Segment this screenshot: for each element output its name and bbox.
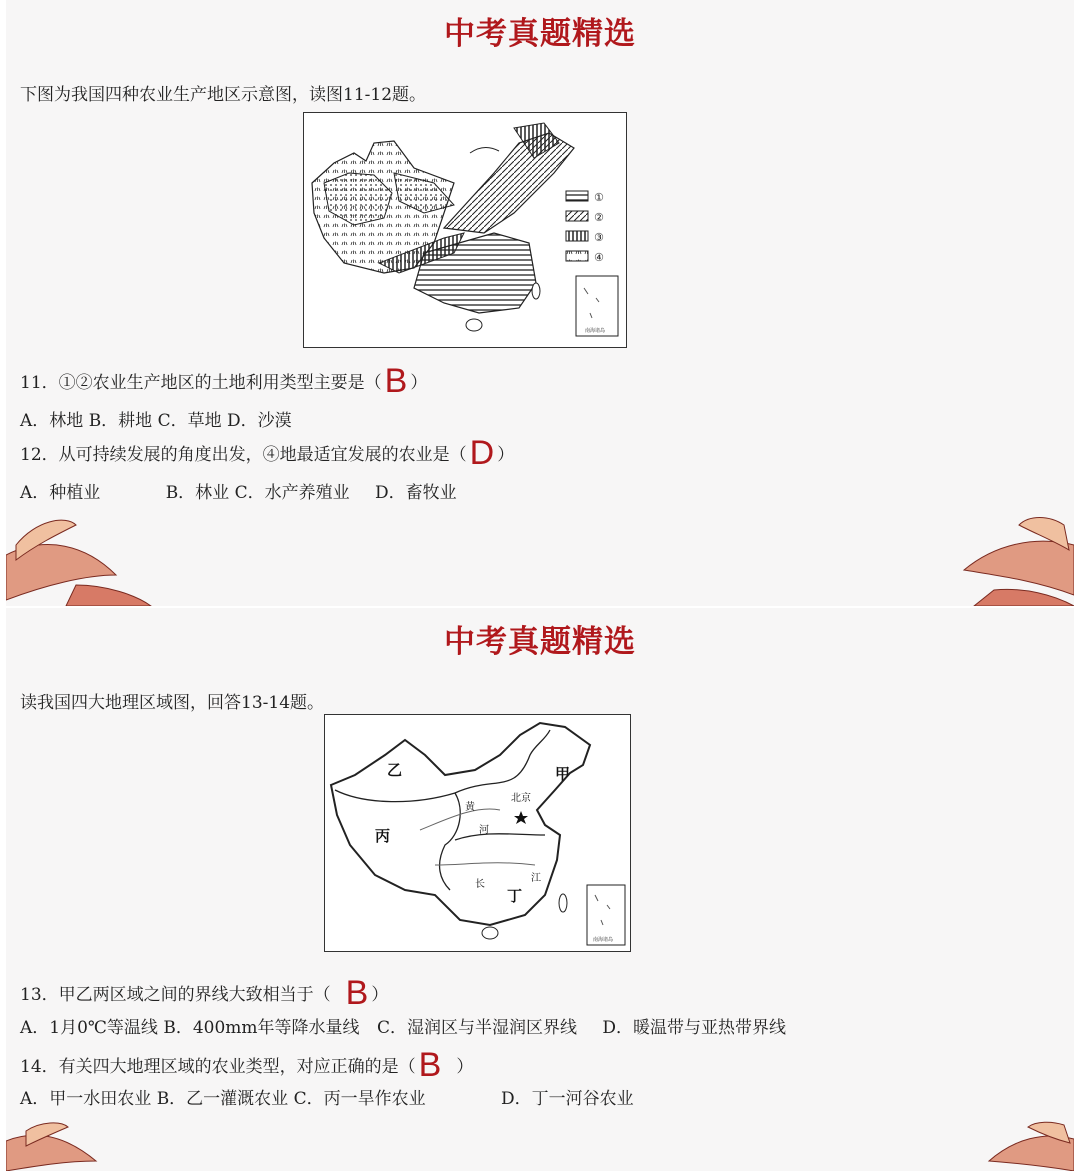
- slide-title: 中考真题精选: [444, 624, 636, 660]
- answer-14: B: [418, 1046, 442, 1084]
- question-14: 14．有关四大地理区域的农业类型，对应正确的是（B ）: [20, 1046, 474, 1084]
- option-13b: B．400mm年等降水量线: [163, 1018, 360, 1038]
- flower-decoration-left: [6, 1121, 116, 1171]
- option-11a: A．林地: [20, 411, 84, 431]
- option-13a: A．1月0℃等温线: [20, 1018, 158, 1038]
- option-14d: D．丁一河谷农业: [501, 1089, 634, 1109]
- question-12-text: 12．从可持续发展的角度出发，④地最适宜发展的农业是（: [20, 445, 467, 465]
- option-12b: B．林业: [165, 483, 230, 503]
- question-12: 12．从可持续发展的角度出发，④地最适宜发展的农业是（D ）: [20, 434, 515, 472]
- city-beijing: 北京: [511, 793, 531, 804]
- legend-4: ④: [594, 251, 604, 264]
- intro-text: 读我国四大地理区域图，回答13-14题。: [20, 693, 325, 713]
- question-13: 13．甲乙两区域之间的界线大致相当于（ B ）: [20, 974, 389, 1012]
- region-jia: 甲: [555, 765, 571, 783]
- inset-label: 南海诸岛: [593, 937, 614, 943]
- option-12d: D．畜牧业: [375, 483, 457, 503]
- river-chang: 长: [475, 879, 485, 890]
- options-12: [20, 478, 457, 503]
- option-11c: C．草地: [157, 411, 222, 431]
- slide-title: 中考真题精选: [444, 16, 636, 52]
- river-jiang: 江: [531, 873, 541, 884]
- legend-3: ③: [594, 231, 604, 244]
- river-huang: 黄: [465, 802, 475, 813]
- answer-13: B: [345, 974, 369, 1012]
- option-12a: A．种植业: [20, 483, 101, 503]
- agriculture-map: [303, 112, 627, 348]
- question-14-text: 14．有关四大地理区域的农业类型，对应正确的是（: [20, 1057, 416, 1077]
- region-ding: 丁: [507, 887, 523, 905]
- option-14a: A．甲一水田农业: [20, 1089, 152, 1109]
- question-11-text: 11．①②农业生产地区的土地利用类型主要是（: [20, 373, 382, 393]
- question-13-text: 13．甲乙两区域之间的界线大致相当于（: [20, 985, 331, 1005]
- options-14: [20, 1084, 634, 1109]
- option-12c: C．水产养殖业: [234, 483, 350, 503]
- slide-1: [6, 0, 1074, 606]
- options-11: [20, 406, 292, 431]
- answer-12: D: [469, 434, 495, 472]
- river-he: 河: [479, 825, 489, 836]
- question-11: 11．①②农业生产地区的土地利用类型主要是（B ）: [20, 362, 428, 400]
- option-11d: D．沙漠: [227, 411, 292, 431]
- option-14c: C．丙一旱作农业: [293, 1089, 426, 1109]
- options-13: [20, 1013, 786, 1038]
- legend-1: ①: [594, 191, 604, 204]
- flower-decoration-left: [6, 515, 156, 606]
- intro-text: 下图为我国四种农业生产地区示意图，读图11-12题。: [20, 85, 427, 105]
- option-13c: C．湿润区与半湿润区界线: [376, 1018, 577, 1038]
- regions-map: [324, 714, 631, 952]
- legend-2: ②: [594, 211, 604, 224]
- flower-decoration-right: [964, 1121, 1074, 1171]
- region-yi: 乙: [387, 761, 403, 779]
- option-13d: D．暖温带与亚热带界线: [602, 1018, 786, 1038]
- answer-11: B: [384, 362, 408, 400]
- option-11b: B．耕地: [88, 411, 153, 431]
- slide-2: [6, 608, 1074, 1171]
- option-14b: B．乙一灌溉农业: [156, 1089, 289, 1109]
- region-bing: 丙: [375, 827, 391, 845]
- inset-label: 南海诸岛: [585, 328, 606, 334]
- flower-decoration-right: [934, 515, 1074, 606]
